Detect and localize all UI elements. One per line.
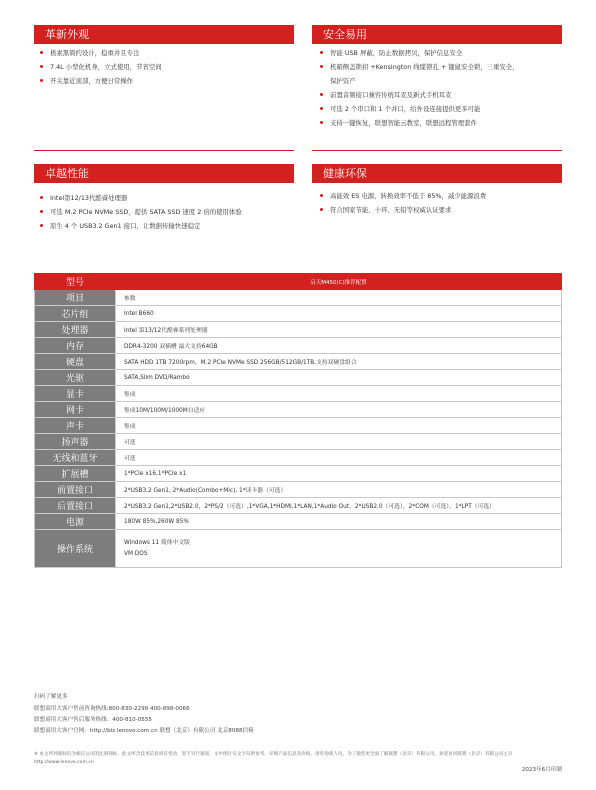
row-key: 硬盘: [35, 354, 116, 370]
table-row: [35, 370, 562, 386]
section-title-security: 安全易用: [312, 25, 562, 44]
row-value: SATA HDD 1TB 7200rpm，M.2 PCIe NVMe SSD 256GB/512GB/1TB,支持双硬盘组合: [116, 354, 562, 370]
row-value: 1*PCIe x16,1*PCIe x1: [116, 466, 562, 482]
row-value: Intel B660: [116, 306, 562, 322]
table-header-value: 启天M450(C)推荐配置: [116, 274, 562, 290]
table-row: [35, 466, 562, 482]
row-value: 集成10M/100M/1000M自适应: [116, 402, 562, 418]
row-value: 可选: [116, 434, 562, 450]
security-list: [318, 46, 568, 130]
table-row: [35, 450, 562, 466]
list-item: 开关靠近顶部，方便日常操作: [38, 74, 298, 88]
list-item: 支持一键恢复，联想智能云教室，联想远程管理套件: [318, 116, 568, 130]
section-title-eco: 健康环保: [312, 164, 562, 183]
exterior-list: [38, 46, 298, 88]
footer-website: 联想商用大客户官网：http://biz.lenovo.com.cn 联想（北京）有限公司 北京8088信箱: [34, 728, 254, 734]
list-item: 高能效 ES 电源，转换效率不低于 85%，减少能源浪费: [318, 189, 568, 203]
row-key: 网卡: [35, 402, 116, 418]
table-row: [35, 498, 562, 514]
table-row: [35, 386, 562, 402]
row-key: 扩展槽: [35, 466, 116, 482]
row-key: 芯片组: [35, 306, 116, 322]
row-key: 处理器: [35, 322, 116, 338]
list-item: 可选 M.2 PCIe NVMe SSD，提供 SATA SSD 速度 2 倍的使用体验: [38, 205, 308, 219]
row-key: 扬声器: [35, 434, 116, 450]
row-key: 前置接口: [35, 482, 116, 498]
table-row: [35, 434, 562, 450]
table-row: [35, 290, 562, 306]
disclaimer-text: ※ 本文所列商标均为相应公司的注册商标，此文所含技术信息将有变动，恕不另行通知，文中图片仅文字仅供参考，详细产品信息及价格，请咨询商人员，为了使您更全面了解联想（北京）有限公司，欢迎访问联想（北京）有限公司主页 http://www.lenovo.com.cn: [34, 752, 513, 765]
list-item: 智能 USB 屏蔽，防止数据拷贝，保护信息安全: [318, 46, 568, 60]
list-item: 机箱侧盖锁扣 +Kensington 线缆锁孔 + 键鼠安全锁，三重安全，: [318, 60, 568, 74]
row-value: DDR4-3200 双插槽 最大支持64GB: [116, 338, 562, 354]
table-row: [35, 402, 562, 418]
list-item: Intel第12/13代酷睿处理器: [38, 191, 308, 205]
row-key: 显卡: [35, 386, 116, 402]
row-value: 可选: [116, 450, 562, 466]
row-value: Intel 第13/12代酷睿系列处理器: [116, 322, 562, 338]
footer-aftersales-hotline: 联想商用大客户售后服务热线：400-810-0555: [34, 717, 152, 723]
table-row: [35, 418, 562, 434]
os-line: Windows 11 简体中文版: [124, 539, 190, 546]
divider: [312, 150, 562, 151]
row-value: 参数: [116, 290, 562, 306]
table-row-os: [35, 530, 562, 568]
divider: [34, 150, 294, 151]
row-value: [116, 530, 562, 568]
footer-presales-hotline: 联想商用大客户售前咨询热线:800-830-2299 400-898-0066: [34, 706, 190, 712]
row-value: 2*USB3.2 Gen1,2*USB2.0，2*PS/2（可选）,1*VGA,1*HDMI,1*LAN,1*Audio Out，2*USB2.0（可选），2*COM（可选），1*LPT（可选）: [116, 498, 562, 514]
table-header-key: 型号: [35, 274, 116, 290]
list-item: 前置音频接口兼容传统耳麦及新式手机耳麦: [318, 88, 568, 102]
footer-qr-caption: 扫码了解更多: [34, 694, 68, 700]
print-date: 2023年6月印制: [521, 767, 562, 773]
row-value: 集成: [116, 386, 562, 402]
row-key: 操作系统: [35, 530, 116, 568]
list-item: 7.4L 小型化机身，立式使用，节省空间: [38, 60, 298, 74]
list-item: 可选 2 个串口和 1 个并口，给外设连接提供更多可能: [318, 102, 568, 116]
row-key: 电源: [35, 514, 116, 530]
row-key: 无线和蓝牙: [35, 450, 116, 466]
table-row: [35, 482, 562, 498]
row-value: 2*USB3.2 Gen1, 2*Audio(Combo+Mic), 1*读卡器（可选）: [116, 482, 562, 498]
table-row: [35, 306, 562, 322]
table-row: [35, 338, 562, 354]
os-line: VM DOS: [124, 550, 148, 557]
eco-list: [318, 189, 568, 217]
row-key: 光驱: [35, 370, 116, 386]
list-item: 保护资产: [330, 77, 356, 85]
row-value: 180W 85%,260W 85%: [116, 514, 562, 530]
section-title-performance: 卓越性能: [34, 164, 294, 183]
performance-list: [38, 191, 308, 233]
row-value: 集成: [116, 418, 562, 434]
row-key: 内存: [35, 338, 116, 354]
row-key: 声卡: [35, 418, 116, 434]
table-header-row: [35, 274, 562, 290]
table-row: [35, 322, 562, 338]
spec-table: [34, 273, 562, 568]
row-key: 项目: [35, 290, 116, 306]
list-item: 极素黑简约设计，稳重并且专注: [38, 46, 298, 60]
row-key: 后置接口: [35, 498, 116, 514]
row-value: SATA,Slim DVD/Rambo: [116, 370, 562, 386]
list-item: 符合国家节能、十环、无铅等权威认证要求: [318, 203, 568, 217]
table-row: [35, 354, 562, 370]
list-item: 原生 4 个 USB3.2 Gen1 接口，让数据传输快速稳定: [38, 219, 308, 233]
section-title-exterior: 革新外观: [34, 25, 294, 44]
table-row: [35, 514, 562, 530]
